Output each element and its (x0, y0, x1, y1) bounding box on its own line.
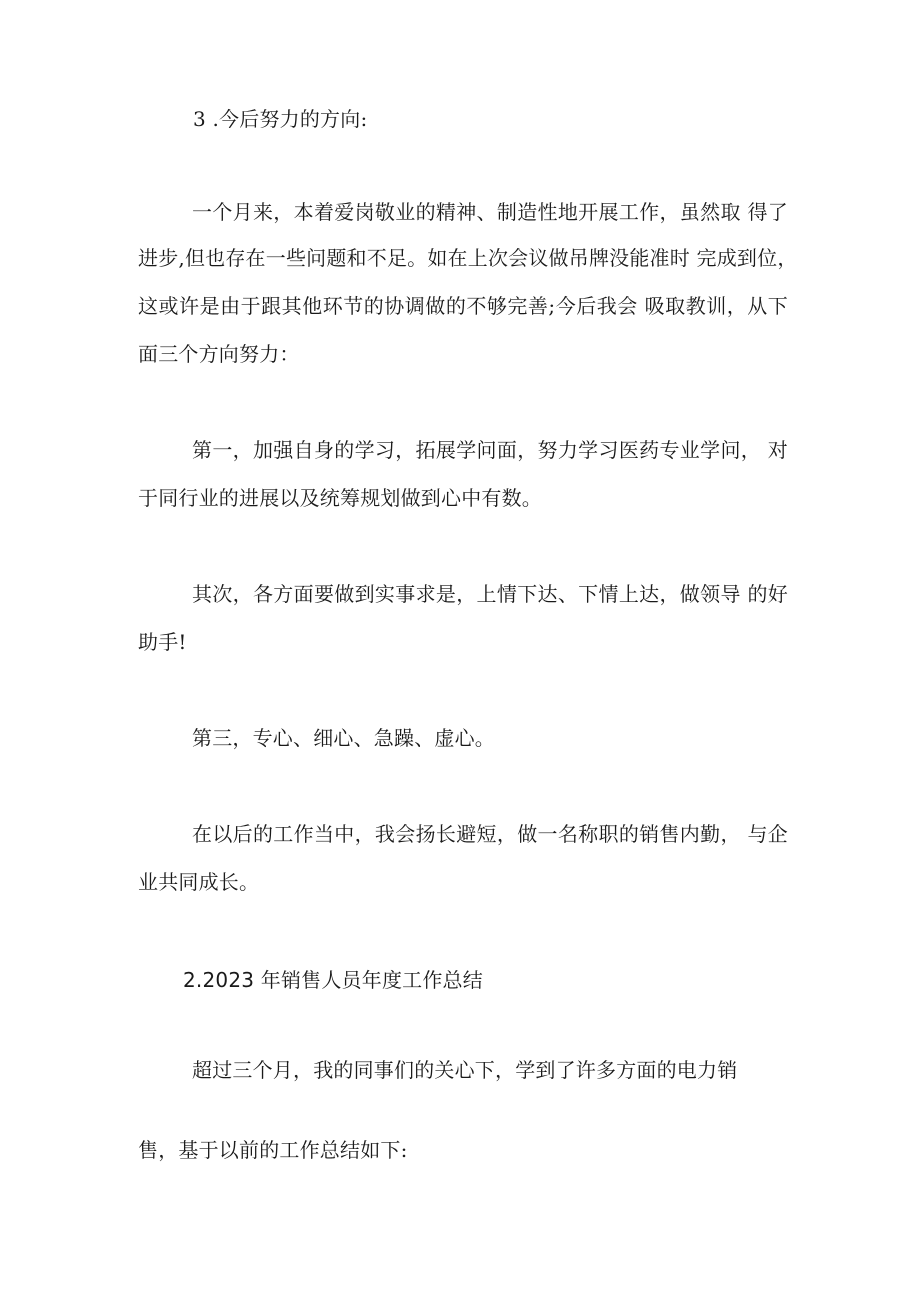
section-title-text: 年销售人员年度工作总结 (260, 968, 483, 992)
section-heading: 3 .今后努力的方向: (193, 107, 368, 131)
paragraph-line: 第三，专心、细心、急躁、虚心。 (192, 726, 495, 750)
paragraph-line: 面三个方向努力： (138, 342, 300, 366)
paragraph-line: 售，基于以前的工作总结如下: (138, 1138, 408, 1162)
paragraph-line: 一个月来，本着爱岗敬业的精神、制造性地开展工作，虽然取 得了 (192, 200, 788, 224)
paragraph-line: 助手! (138, 630, 187, 654)
paragraph-line: 在以后的工作当中，我会扬长避短，做一名称职的销售内勤， 与企 (192, 822, 788, 846)
paragraph-line: 进步,但也存在一些问题和不足。如在上次会议做吊牌没能准时 完成到位， (138, 246, 798, 270)
section-title (183, 966, 833, 994)
paragraph-line: 第一，加强自身的学习，拓展学问面，努力学习医药专业学问， 对 (192, 438, 788, 462)
paragraph-line: 于同行业的进展以及统筹规划做到心中有数。 (138, 486, 542, 510)
paragraph-line: 其次，各方面要做到实事求是，上情下达、下情上达，做领导 的好 (192, 582, 788, 606)
paragraph-line: 业共同成长。 (138, 870, 260, 894)
paragraph-line: 这或许是由于跟其他环节的协调做的不够完善;今后我会 吸取教训，从下 (138, 294, 788, 318)
section-number: 2.2023 (183, 968, 255, 992)
paragraph-line: 超过三个月，我的同事们的关心下，学到了许多方面的电力销 (192, 1058, 738, 1082)
